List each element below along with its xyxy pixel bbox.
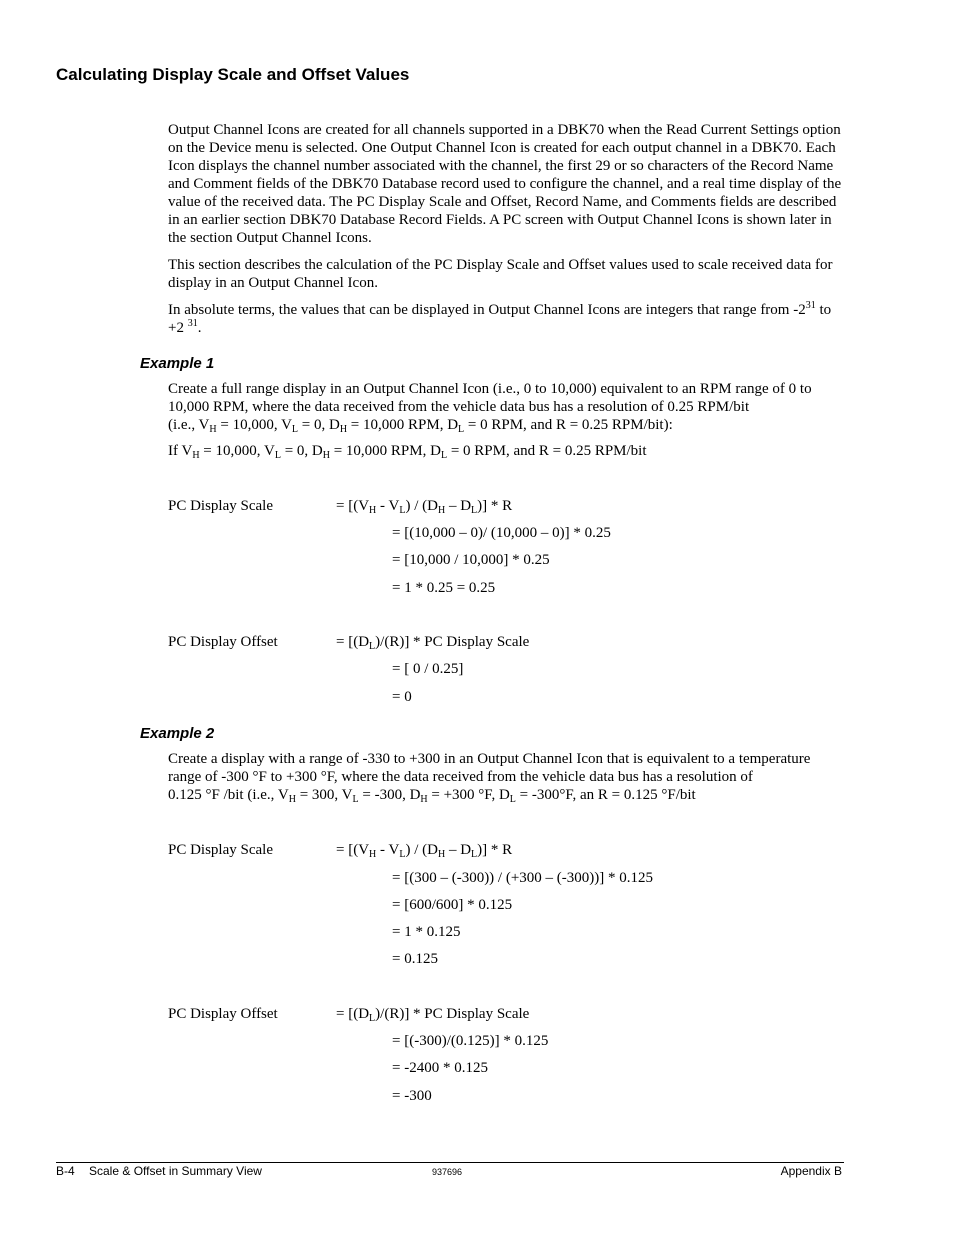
- example-1-offset-step: = 0: [392, 689, 412, 705]
- example-1-offset-step: = [ 0 / 0.25]: [392, 661, 464, 677]
- example-1-scale-formula: = $[(V_H - V_L) / (D_H - D_L)]$ * R: [336, 498, 513, 516]
- example-2-scale-step: = 0.125: [392, 951, 438, 967]
- footer-rule: [56, 1162, 844, 1163]
- example-1-scale-label: PC Display Scale: [168, 498, 273, 514]
- footer-appendix: Appendix B: [780, 1164, 842, 1178]
- example-2-description: Create a display with a range of -330 to +300 in an Output Channel Icon that is equivalent to a temperature range of -300 °F to +300 °F, where the data received from the vehicle data bus has a resolution of 0.125 °F /bit (i.e., $V_H = 300$, $V_L = -300$, $D_H = +300$ °F, $D_L = -300^\circ F$, an R = 0.125 °F/bit: [168, 751, 811, 805]
- example-2-offset-step: = -2400 * 0.125: [392, 1060, 488, 1076]
- example-1-heading: Example 1: [140, 355, 215, 372]
- example-2-scale-formula: = $[(V_H - V_L) / (D_H - D_L)]$ * R: [336, 842, 513, 860]
- example-1-scale-step: = 1 * 0.25 = 0.25: [392, 580, 496, 596]
- intro-paragraph-2: This section describes the calculation of the PC Display Scale and Offset values used to scale received data for display in an Output Channel Icon.: [168, 257, 833, 291]
- example-2-scale-label: PC Display Scale: [168, 842, 273, 858]
- example-1-offset-formula: = $[(D_L)/(R)]$ * PC Display Scale: [336, 634, 530, 652]
- example-1-scale-step: = [10,000 / 10,000] * 0.25: [392, 552, 550, 568]
- example-2-heading: Example 2: [140, 725, 215, 742]
- intro-paragraph-3: In absolute terms, the values that can be displayed in Output Channel Icons are integers that range from $-2^{31}$ to +2 $^{31}$.: [168, 300, 832, 336]
- example-2-scale-step: = [(300 – (-300)) / (+300 – (-300))] * 0.125: [392, 870, 654, 886]
- section-heading: Calculating Display Scale and Offset Values: [56, 65, 410, 84]
- example-2-scale-step: = 1 * 0.125: [392, 924, 461, 940]
- example-2-offset-step: = -300: [392, 1088, 432, 1104]
- example-1-if-line: If $V_H = 10,000$, $V_L = 0$, $D_H = 10,000$ RPM, $D_L = 0$ RPM, and R = 0.25 RPM/bit: [168, 443, 647, 461]
- footer-doc-number: 937696: [432, 1167, 463, 1177]
- example-1-scale-step: = [(10,000 – 0)/ (10,000 – 0)] * 0.25: [392, 525, 611, 541]
- footer-section-title: Scale & Offset in Summary View: [89, 1164, 262, 1178]
- example-2-offset-label: PC Display Offset: [168, 1006, 278, 1022]
- example-2-scale-step: = [600/600] * 0.125: [392, 897, 513, 913]
- example-1-offset-label: PC Display Offset: [168, 634, 278, 650]
- example-2-offset-step: = [(-300)/(0.125)] * 0.125: [392, 1033, 549, 1049]
- example-1-description: Create a full range display in an Output Channel Icon (i.e., 0 to 10,000) equivalent to an RPM range of 0 to 10,000 RPM, where the data received from the vehicle data bus has a resolution of 0.25 RPM/bit (i.e., $V_H = 10,000$, $V_L = 0$, $D_H = 10,000$ RPM, $D_L = 0$ RPM, and R = 0.25 RPM/bit):: [168, 381, 812, 435]
- footer-page-number: B-4: [56, 1164, 75, 1178]
- intro-paragraph-1: Output Channel Icons are created for all channels supported in a DBK70 when the Read Current Settings option on the Device menu is selected. One Output Channel Icon is created for each output channel in a DBK70. Each Icon displays the channel number associated with the channel, the first 29 or so characters of the Record Name and Comment fields of the DBK70 Database record used to configure the channel, and a real time display of the value of the received data. The PC Display Scale and Offset, Record Name, and Comments fields are described in an earlier section DBK70 Database Record Fields. A PC screen with Output Channel Icons is shown later in the section Output Channel Icons.: [168, 122, 842, 246]
- example-2-offset-formula: = $[(D_L)/(R)]$ * PC Display Scale: [336, 1006, 530, 1024]
